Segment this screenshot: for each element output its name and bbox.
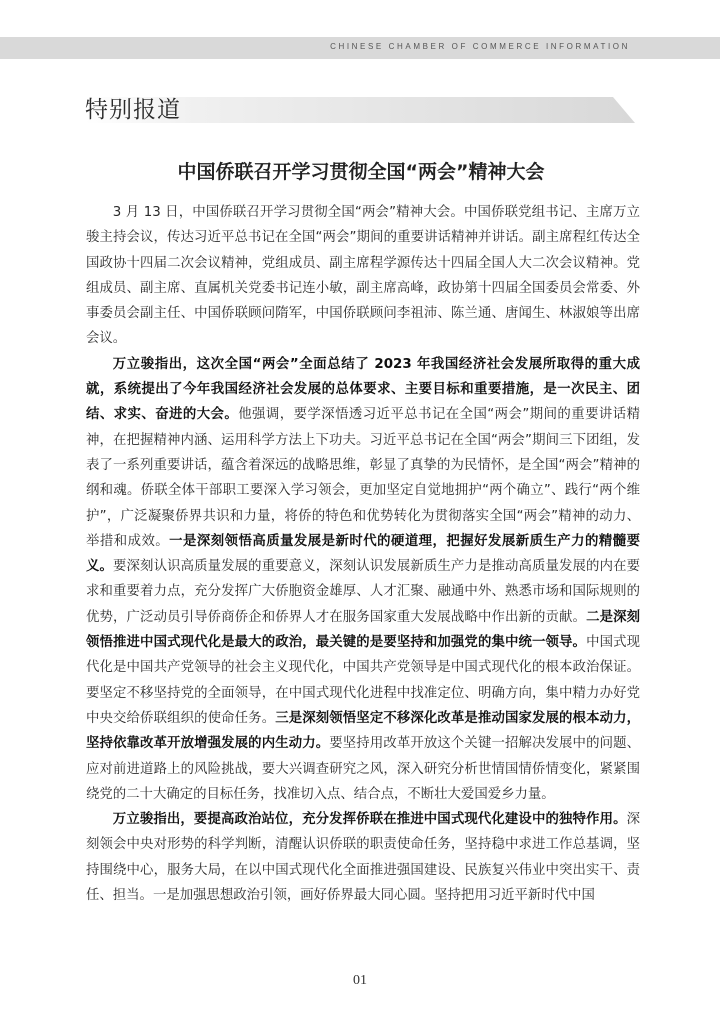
paragraph-2-bold-3: 二是深刻领悟推进中国式现代化是最大的政治，最关键的是要坚持和加强党的集中统一领导。: [86, 609, 640, 651]
paragraph-2-text-1: 他强调，要学深悟透习近平总书记在全国“两会”期间的重要讲话精神，在把握精神内涵、运用科学方法上下功夫。习近平总书记在全国“两会”期间三下团组，发表了一系列重要讲话，蕴含着深远的战略思维，彰显了真挚的为民情怀，是全国“两会”精神的纲和魂。侨联全体干部职工要深入学习领会，更加坚定自觉地拥护“两个确立”、践行“两个维护”，广泛凝聚侨界共识和力量，将侨的特色和优势转化为贯彻落实全国“两会”精神的动力、举措和成效。: [86, 407, 640, 549]
paragraph-2-bold-2: 一是深刻领悟高质量发展是新时代的硬道理，把握好发展新质生产力的精髓要义。: [86, 533, 640, 575]
paragraph-2-text-4: 要坚持用改革开放这个关键一招解决发展中的问题、应对前进道路上的风险挑战，要大兴调查研究之风，深入研究分析世情国情侨情变化，紧紧围绕党的二十大确定的目标任务，找准切入点、结合点，不断壮大爱国爱乡力量。: [86, 736, 641, 802]
article-title: 中国侨联召开学习贯彻全国“两会”精神大会: [177, 161, 545, 183]
paragraph-2-bold-1: 万立骏指出，这次全国“两会”全面总结了 2023 年我国经济社会发展所取得的重大成就，系统提出了今年我国经济社会发展的总体要求、主要目标和重要措施，是一次民主、团结、求实、奋进的大会。: [86, 356, 640, 423]
section-title: 特别报道: [85, 97, 181, 123]
article-body: [86, 200, 640, 908]
paragraph-2-bold-4: 三是深刻领悟坚定不移深化改革是推动国家发展的根本动力，坚持依靠改革开放增强发展的内生动力。: [86, 710, 641, 752]
paragraph-3-text-1: 深刻领会中央对形势的科学判断，清醒认识侨联的职责使命任务，坚持稳中求进工作总基调，坚持围绕中心，服务大局，在以中国式现代化全面推进强国建设、民族复兴伟业中突出实干、责任、担当。一是加强思想政治引领，画好侨界最大同心圆。坚持把用习近平新时代中国: [86, 812, 640, 904]
paragraph-3: [86, 807, 640, 908]
paragraph-2-text-3: 中国式现代化是中国共产党领导的社会主义现代化，中国共产党领导是中国式现代化的根本政治保证。要坚定不移坚持党的全面领导，在中国式现代化进程中找准定位、明确方向，集中精力办好党中央交给侨联组织的使命任务。: [86, 635, 640, 726]
paragraph-2: [86, 352, 640, 807]
paragraph-3-bold-1: 万立骏指出，要提高政治站位，充分发挥侨联在推进中国式现代化建设中的独特作用。: [112, 812, 627, 828]
publication-header: CHINESE CHAMBER OF COMMERCE INFORMATION: [330, 42, 630, 51]
page-number: 01: [353, 973, 367, 988]
paragraph-1: 3 月 13 日，中国侨联召开学习贯彻全国“两会”精神大会。中国侨联党组书记、主席万立骏主持会议，传达习近平总书记在全国“两会”期间的重要讲话精神并讲话。副主席程红传达全国政协十四届二次会议精神，党组成员、副主席程学源传达十四届全国人大二次会议精神。党组成员、副主席、直属机关党委书记连小敏，副主席高峰，政协第十四届全国委员会常委、外事委员会副主任、中国侨联顾问隋军，中国侨联顾问李祖沛、陈兰通、唐闻生、林淑娘等出席会议。: [86, 205, 640, 347]
paragraph-2-text-2: 要深刻认识高质量发展的重要意义，深刻认识发展新质生产力是推动高质量发展的内在要求和重要着力点，充分发挥广大侨胞资金雄厚、人才汇聚、融通中外、熟悉市场和国际规则的优势，广泛动员引导侨商侨企和侨界人才在服务国家重大发展战略中作出新的贡献。: [86, 559, 640, 625]
